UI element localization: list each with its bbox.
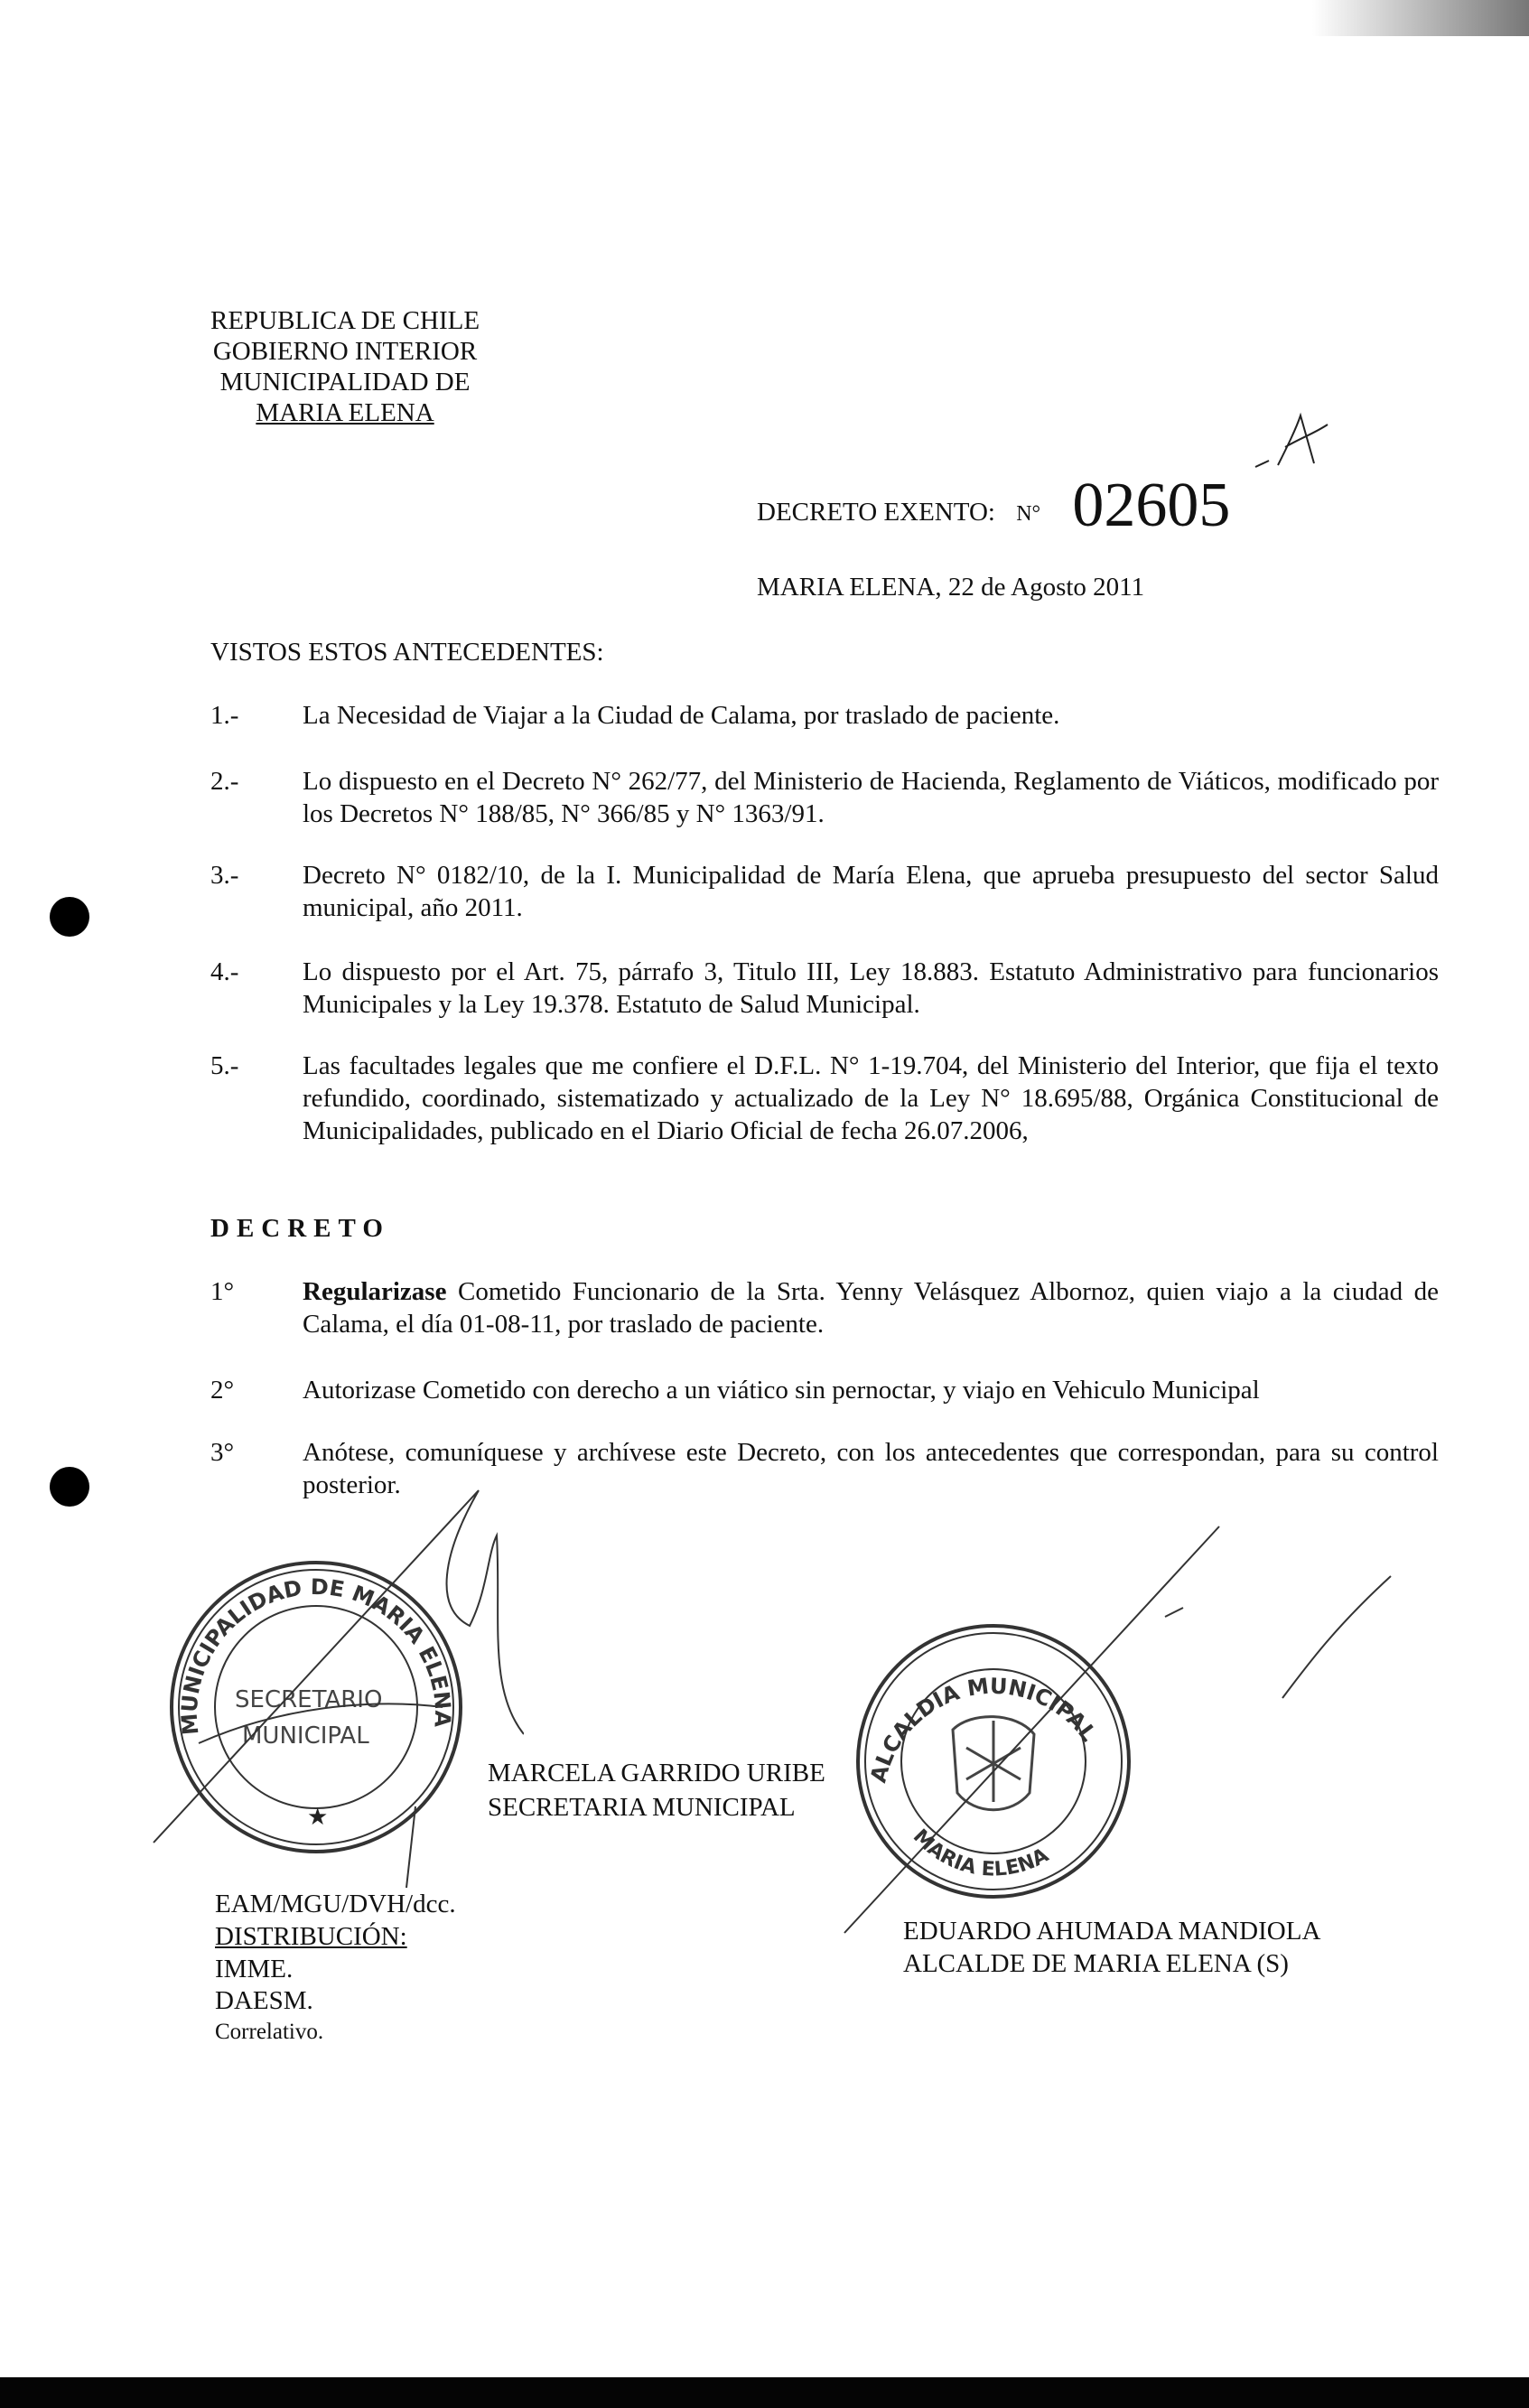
correlativo-note: Correlativo. [215,2020,324,2044]
decree-number: 02605 [1072,471,1231,540]
item-number: 2.- [210,767,239,796]
letterhead-line: MUNICIPALIDAD DE [219,368,471,397]
article-number: 3° [210,1438,235,1467]
letterhead-line: REPUBLICA DE CHILE [210,306,480,335]
item-number: 4.- [210,957,239,986]
item-number: 3.- [210,861,239,890]
article-text: Anótese, comuníquese y archívese este Decreto, con los antecedentes que correspondan, para su control posterior. [303,1438,1439,1499]
letterhead [210,305,480,428]
distribution-title: DISTRIBUCIÓN: [215,1922,407,1951]
stamp-ring-text: MUNICIPALIDAD DE MARIA ELENA [176,1573,456,1736]
article-text: Autorizase Cometido con derecho a un viático sin pernoctar, y viajo en Vehiculo Municipal [303,1376,1260,1405]
item-text: Decreto N° 0182/10, de la I. Municipalidad de María Elena, que aprueba presupuesto del sector Salud municipal, año 2011. [303,861,1439,922]
distribution-item: IMME. [215,1955,294,1983]
handwritten-suffix [1251,411,1332,479]
left-signer-name: MARCELA GARRIDO URIBE [488,1759,825,1787]
item-text: Lo dispuesto en el Decreto N° 262/77, del Ministerio de Hacienda, Reglamento de Viáticos, modificado por los Decretos N° 188/85, N° 366/85 y N° 1363/91. [303,767,1439,828]
right-signer-name: EDUARDO AHUMADA MANDIOLA [903,1917,1321,1946]
left-signature-scribble [145,1481,524,1933]
letterhead-line: MARIA ELENA [256,398,434,427]
decree-number-line [757,470,1230,542]
vistos-title: VISTOS ESTOS ANTECEDENTES: [210,638,604,667]
decree-label: DECRETO EXENTO: [757,498,995,527]
star-icon: ★ [307,1804,329,1830]
initials: EAM/MGU/DVH/dcc. [215,1890,456,1918]
decreto-title: DECRETO [210,1214,390,1243]
scan-shadow [1312,0,1529,36]
stamp-ring-text: ALCALDIA MUNICIPAL [865,1673,1102,1786]
article-number: 1° [210,1277,235,1306]
article-keyword: Regularizase [303,1277,447,1306]
stamp-ring-text: MARIA ELENA [908,1825,1053,1881]
stamp-center-text: SECRETARIO [235,1686,383,1713]
item-text: Lo dispuesto por el Art. 75, párrafo 3, Titulo III, Ley 18.883. Estatuto Administrativo para funcionarios Municipales y la Ley 19.378. Estatuto de Salud Municipal. [303,957,1439,1019]
item-text: Las facultades legales que me confiere el D.F.L. N° 1-19.704, del Ministerio del Interior, que fija el texto refundido, coordinado, sistematizado y actualizado de la Ley N° 18.695/88, Orgánica Constitucional de Municipalidades, publicado en el Diario Oficial de fecha 26.07.2006, [303,1051,1439,1145]
item-number: 1.- [210,701,239,730]
article-number: 2° [210,1376,235,1405]
left-signer-title: SECRETARIA MUNICIPAL [488,1793,796,1822]
distribution-item: DAESM. [215,1986,313,2015]
item-number: 5.- [210,1051,239,1080]
punch-hole [50,1467,89,1507]
article-text [303,1275,1439,1340]
place-date: MARIA ELENA, 22 de Agosto 2011 [757,573,1145,602]
right-signature-scribble [831,1517,1409,1942]
letterhead-line: GOBIERNO INTERIOR [212,337,478,366]
item-text: La Necesidad de Viajar a la Ciudad de Calama, por traslado de paciente. [303,701,1060,730]
article-body: Cometido Funcionario de la Srta. Yenny Velásquez Albornoz, quien viajo a la ciudad de Calama, el día 01-08-11, por traslado de paciente. [303,1277,1439,1339]
punch-hole [50,897,89,937]
number-prefix: N° [1016,502,1041,526]
scan-border [0,2377,1529,2408]
right-signer-title: ALCALDE DE MARIA ELENA (S) [903,1949,1289,1978]
stamp-center-text: MUNICIPAL [242,1722,369,1750]
